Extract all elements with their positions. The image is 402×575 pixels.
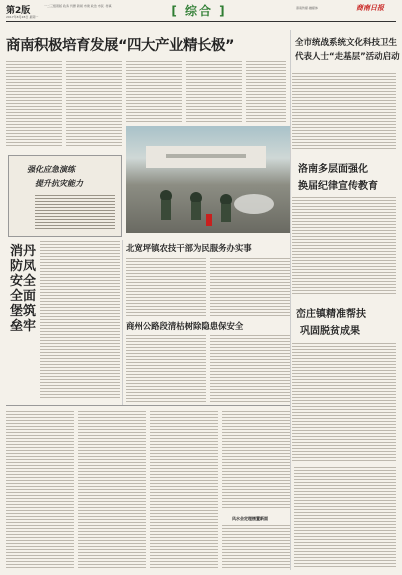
lower-body-col2 [78, 410, 146, 568]
article4-title-line1: 丹凤全面筑牢 [23, 244, 37, 334]
brand-logo: 商南日报 [356, 4, 384, 12]
lead-body-col4 [186, 60, 242, 122]
fire-drill-photo [126, 126, 290, 233]
article2-title-line2: 代表人士“走基层”活动启动 [295, 52, 400, 62]
nav-items: 一二三组领版 政务 刊群 新闻 市建 政治 市民 ·传真 [44, 4, 112, 8]
lower-body-col4 [222, 410, 290, 510]
small-heading: 风水会定理摆置新面 [232, 516, 268, 521]
article3-title-line1: 洛南多层面强化 [298, 164, 368, 175]
lower-body-col6 [294, 466, 396, 568]
col-sep-right [290, 30, 291, 570]
article7-body [292, 342, 396, 462]
article6-body-col1 [126, 334, 206, 404]
article4-body [40, 240, 120, 400]
article3-title-line2: 换届纪律宣传教育 [298, 181, 378, 192]
calligraphy-box [8, 155, 122, 237]
lead-body-col2 [66, 60, 122, 148]
date-line: 2017年8月28日 星期一 [6, 15, 39, 19]
lead-body-col3 [126, 60, 182, 122]
masthead-rule [6, 21, 396, 22]
lower-body-col3 [150, 410, 218, 568]
edition-label: 商南传媒·融媒体 [296, 6, 318, 10]
calligraphy-line2: 提升抗灾能力 [35, 179, 83, 188]
article7-title-line1: 峦庄镇精准帮扶 [296, 309, 366, 320]
article7-title-line2: 巩固脱贫成果 [300, 326, 360, 337]
col-sep-left [122, 240, 123, 405]
lead-body-col1 [6, 60, 62, 148]
section-text: 综合 [184, 4, 213, 18]
article5-body-col1 [126, 257, 206, 317]
fire-drill-scene-icon [126, 126, 290, 233]
section-bracket-left: [ [171, 4, 185, 18]
article3-body [292, 196, 396, 294]
lower-rule [6, 405, 290, 406]
calligraphy-text [35, 194, 115, 230]
section-bracket-right: ] [213, 4, 227, 18]
article2-body [292, 72, 396, 150]
calligraphy-line1: 强化应急演练 [27, 165, 75, 174]
article5-title: 北宽坪镇农技干部为民服务办实事 [126, 243, 252, 253]
article2-title-line1: 全市统战系统文化科技卫生 [295, 38, 398, 48]
lead-headline: 商南积极培育发展“四大产业精长极” [6, 38, 235, 54]
article6-title: 商州公路段清枯树除隐患保安全 [126, 321, 244, 331]
page-number: 第2版 [6, 6, 31, 16]
article6-body-col2 [210, 334, 290, 404]
lead-body-col5 [246, 60, 286, 122]
lower-body-col1 [6, 410, 74, 568]
article4-title-line2: 消防安全堡垒 [10, 244, 24, 334]
lower-body-col5 [222, 524, 290, 568]
article5-body-col2 [210, 257, 290, 317]
section-label [164, 2, 234, 19]
